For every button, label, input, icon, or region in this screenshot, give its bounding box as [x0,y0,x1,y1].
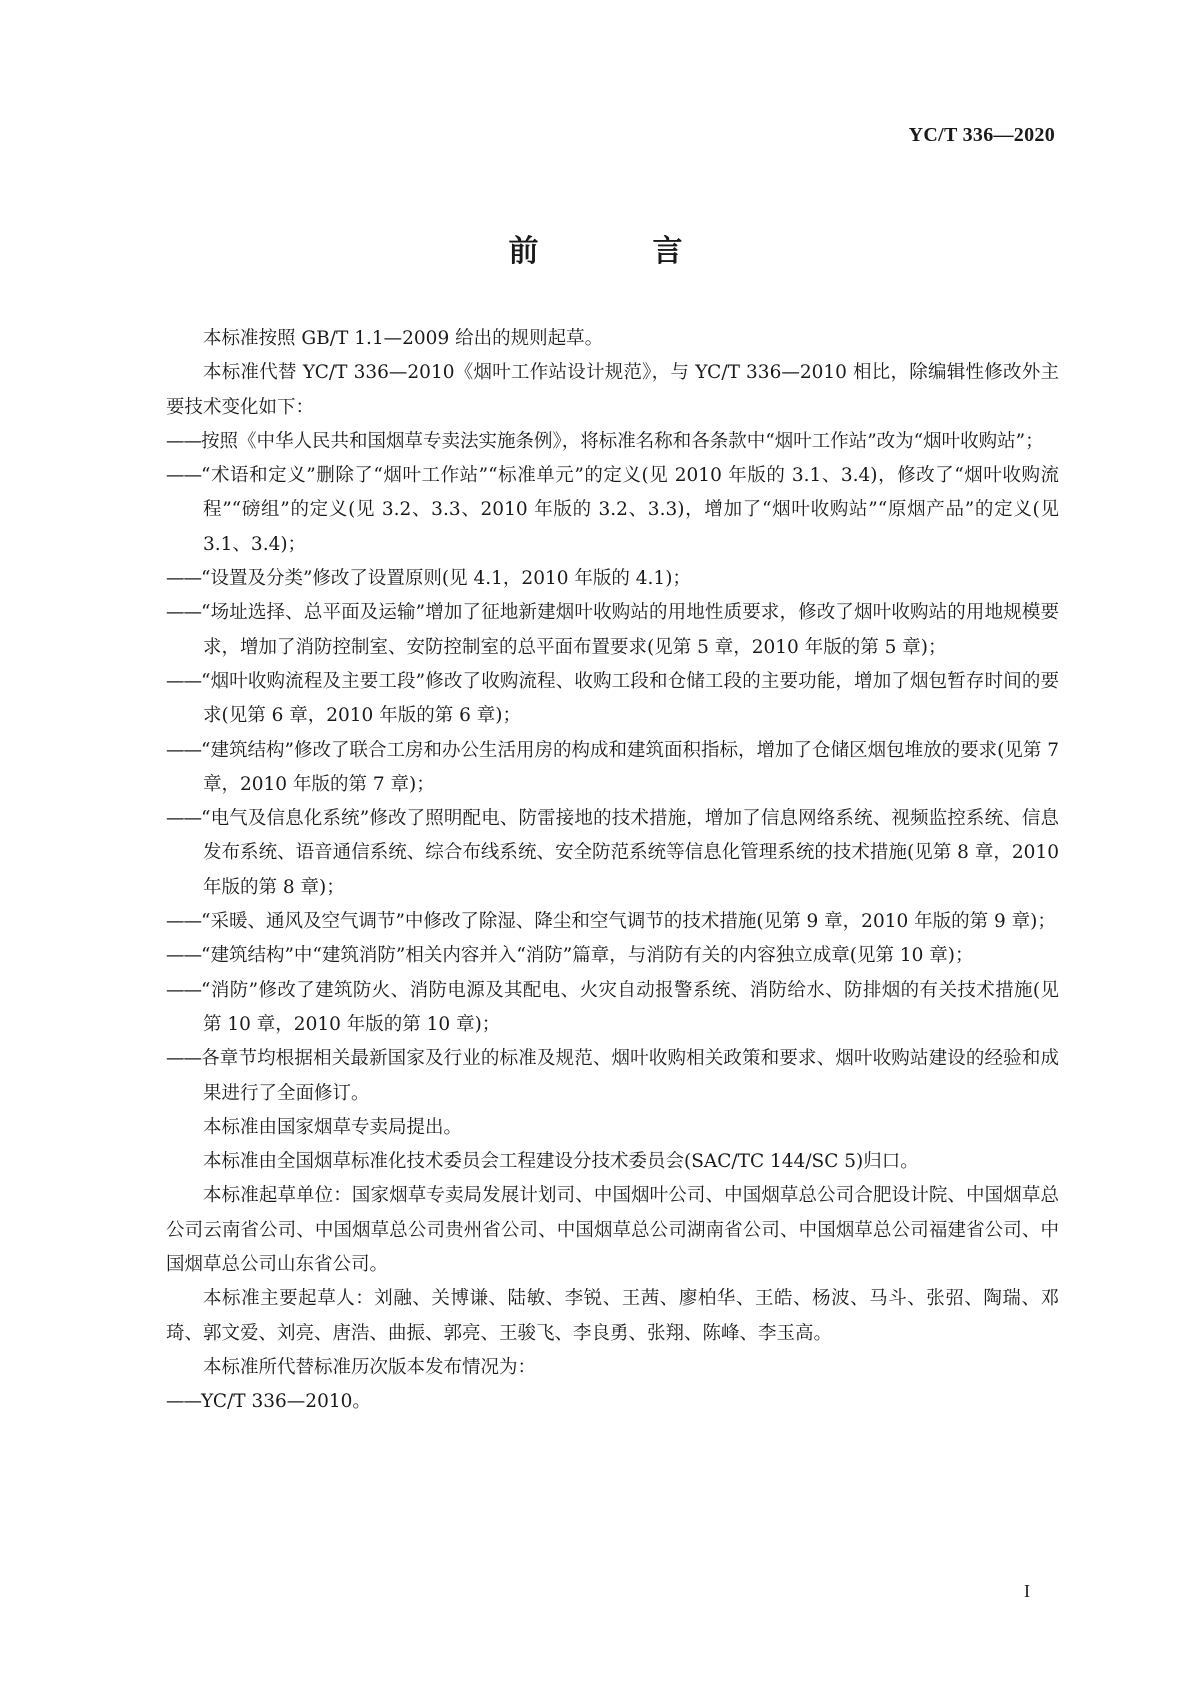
closing-paragraph: 本标准由国家烟草专卖局提出。 [203,1116,463,1138]
dash-mark: —— [166,808,201,830]
change-item-text: 按照《中华人民共和国烟草专卖法实施条例》，将标准名称和各条款中“烟叶工作站”改为“烟叶收购站”； [201,430,1044,452]
change-item [166,802,1059,905]
change-item [166,939,1059,973]
change-item-text: 各章节均根据相关最新国家及行业的标准及规范、烟叶收购相关政策和要求、烟叶收购站建设的经验和成果进行了全面修订。 [201,1048,1059,1104]
dash-mark: —— [166,568,201,590]
change-item-text: “场址选择、总平面及运输”增加了征地新建烟叶收购站的用地性质要求，修改了烟叶收购站的用地规模要求，增加了消防控制室、安防控制室的总平面布置要求(见第 5 章，2010 年版的第 5 章)； [201,602,1059,658]
history-item-text: YC/T 336—2010。 [201,1391,371,1413]
change-item [166,734,1059,803]
change-item [166,1042,1059,1111]
change-item [166,974,1059,1043]
change-item-text: “电气及信息化系统”修改了照明配电、防雷接地的技术措施，增加了信息网络系统、视频监控系统、信息发布系统、语音通信系统、综合布线系统、安全防范系统等信息化管理系统的技术措施(见第 8 章，2010 年版的第 8 章)； [201,808,1059,898]
dash-mark: —— [166,739,201,761]
change-item [166,596,1059,665]
closing-paragraph: 本标准主要起草人：刘融、关博谦、陆敏、李锐、王茜、廖柏华、王皓、杨波、马斗、张弨、陶瑞、邓琦、郭文爱、刘亮、唐浩、曲振、郭亮、王骏飞、李良勇、张翔、陈峰、李玉高。 [166,1288,1059,1344]
dash-mark: —— [166,911,201,933]
dash-mark: —— [166,1391,201,1413]
intro-paragraph: 本标准代替 YC/T 336—2010《烟叶工作站设计规范》，与 YC/T 336—2010 相比，除编辑性修改外主要技术变化如下： [166,362,1059,418]
dash-mark: —— [166,465,201,487]
standard-code: YC/T 336—2020 [908,124,1055,146]
change-item [166,562,1059,596]
change-item-text: “设置及分类”修改了设置原则(见 4.1，2010 年版的 4.1)； [201,568,691,590]
closing-paragraph: 本标准由全国烟草标准化技术委员会工程建设分技术委员会(SAC/TC 144/SC 5)归口。 [203,1151,919,1173]
page-title: 前 言 [508,234,725,269]
intro-paragraph: 本标准按照 GB/T 1.1—2009 给出的规则起草。 [203,328,604,349]
change-item [166,459,1059,562]
dash-mark: —— [166,1048,201,1070]
change-item-text: “术语和定义”删除了“烟叶工作站”“标准单元”的定义(见 2010 年版的 3.1、3.4)，修改了“烟叶收购流程”“磅组”的定义(见 3.2、3.3、2010 年版的 3.2、3.3)，增加了“烟叶收购站”“原烟产品”的定义(见 3.1、3.4)； [201,465,1059,555]
change-item [166,665,1059,734]
change-item-text: “烟叶收购流程及主要工段”修改了收购流程、收购工段和仓储工段的主要功能，增加了烟包暂存时间的要求(见第 6 章，2010 年版的第 6 章)； [201,670,1059,727]
change-item-text: “建筑结构”修改了联合工房和办公生活用房的构成和建筑面积指标，增加了仓储区烟包堆放的要求(见第 7 章，2010 年版的第 7 章)； [201,739,1059,795]
foreword-body [166,322,1059,1420]
closing-paragraph: 本标准所代替标准历次版本发布情况为： [203,1356,537,1378]
change-item-text: “建筑结构”中“建筑消防”相关内容并入“消防”篇章，与消防有关的内容独立成章(见第 10 章)； [201,945,974,967]
dash-mark: —— [166,945,201,967]
closing-paragraph: 本标准起草单位：国家烟草专卖局发展计划司、中国烟叶公司、中国烟草总公司合肥设计院、中国烟草总公司云南省公司、中国烟草总公司贵州省公司、中国烟草总公司湖南省公司、中国烟草总公司福建省公司、中国烟草总公司山东省公司。 [166,1185,1059,1276]
dash-mark: —— [166,670,201,692]
change-item-text: “采暖、通风及空气调节”中修改了除湿、降尘和空气调节的技术措施(见第 9 章，2010 年版的第 9 章)； [201,911,1056,933]
history-item [166,1385,1059,1419]
dash-mark: —— [166,602,201,624]
change-item-text: “消防”修改了建筑防火、消防电源及其配电、火灾自动报警系统、消防给水、防排烟的有关技术措施(见第 10 章，2010 年版的第 10 章)； [201,979,1059,1035]
page-number: I [1024,1581,1030,1601]
change-item [166,425,1059,459]
dash-mark: —— [166,430,201,452]
dash-mark: —— [166,979,201,1001]
change-item [166,905,1059,939]
